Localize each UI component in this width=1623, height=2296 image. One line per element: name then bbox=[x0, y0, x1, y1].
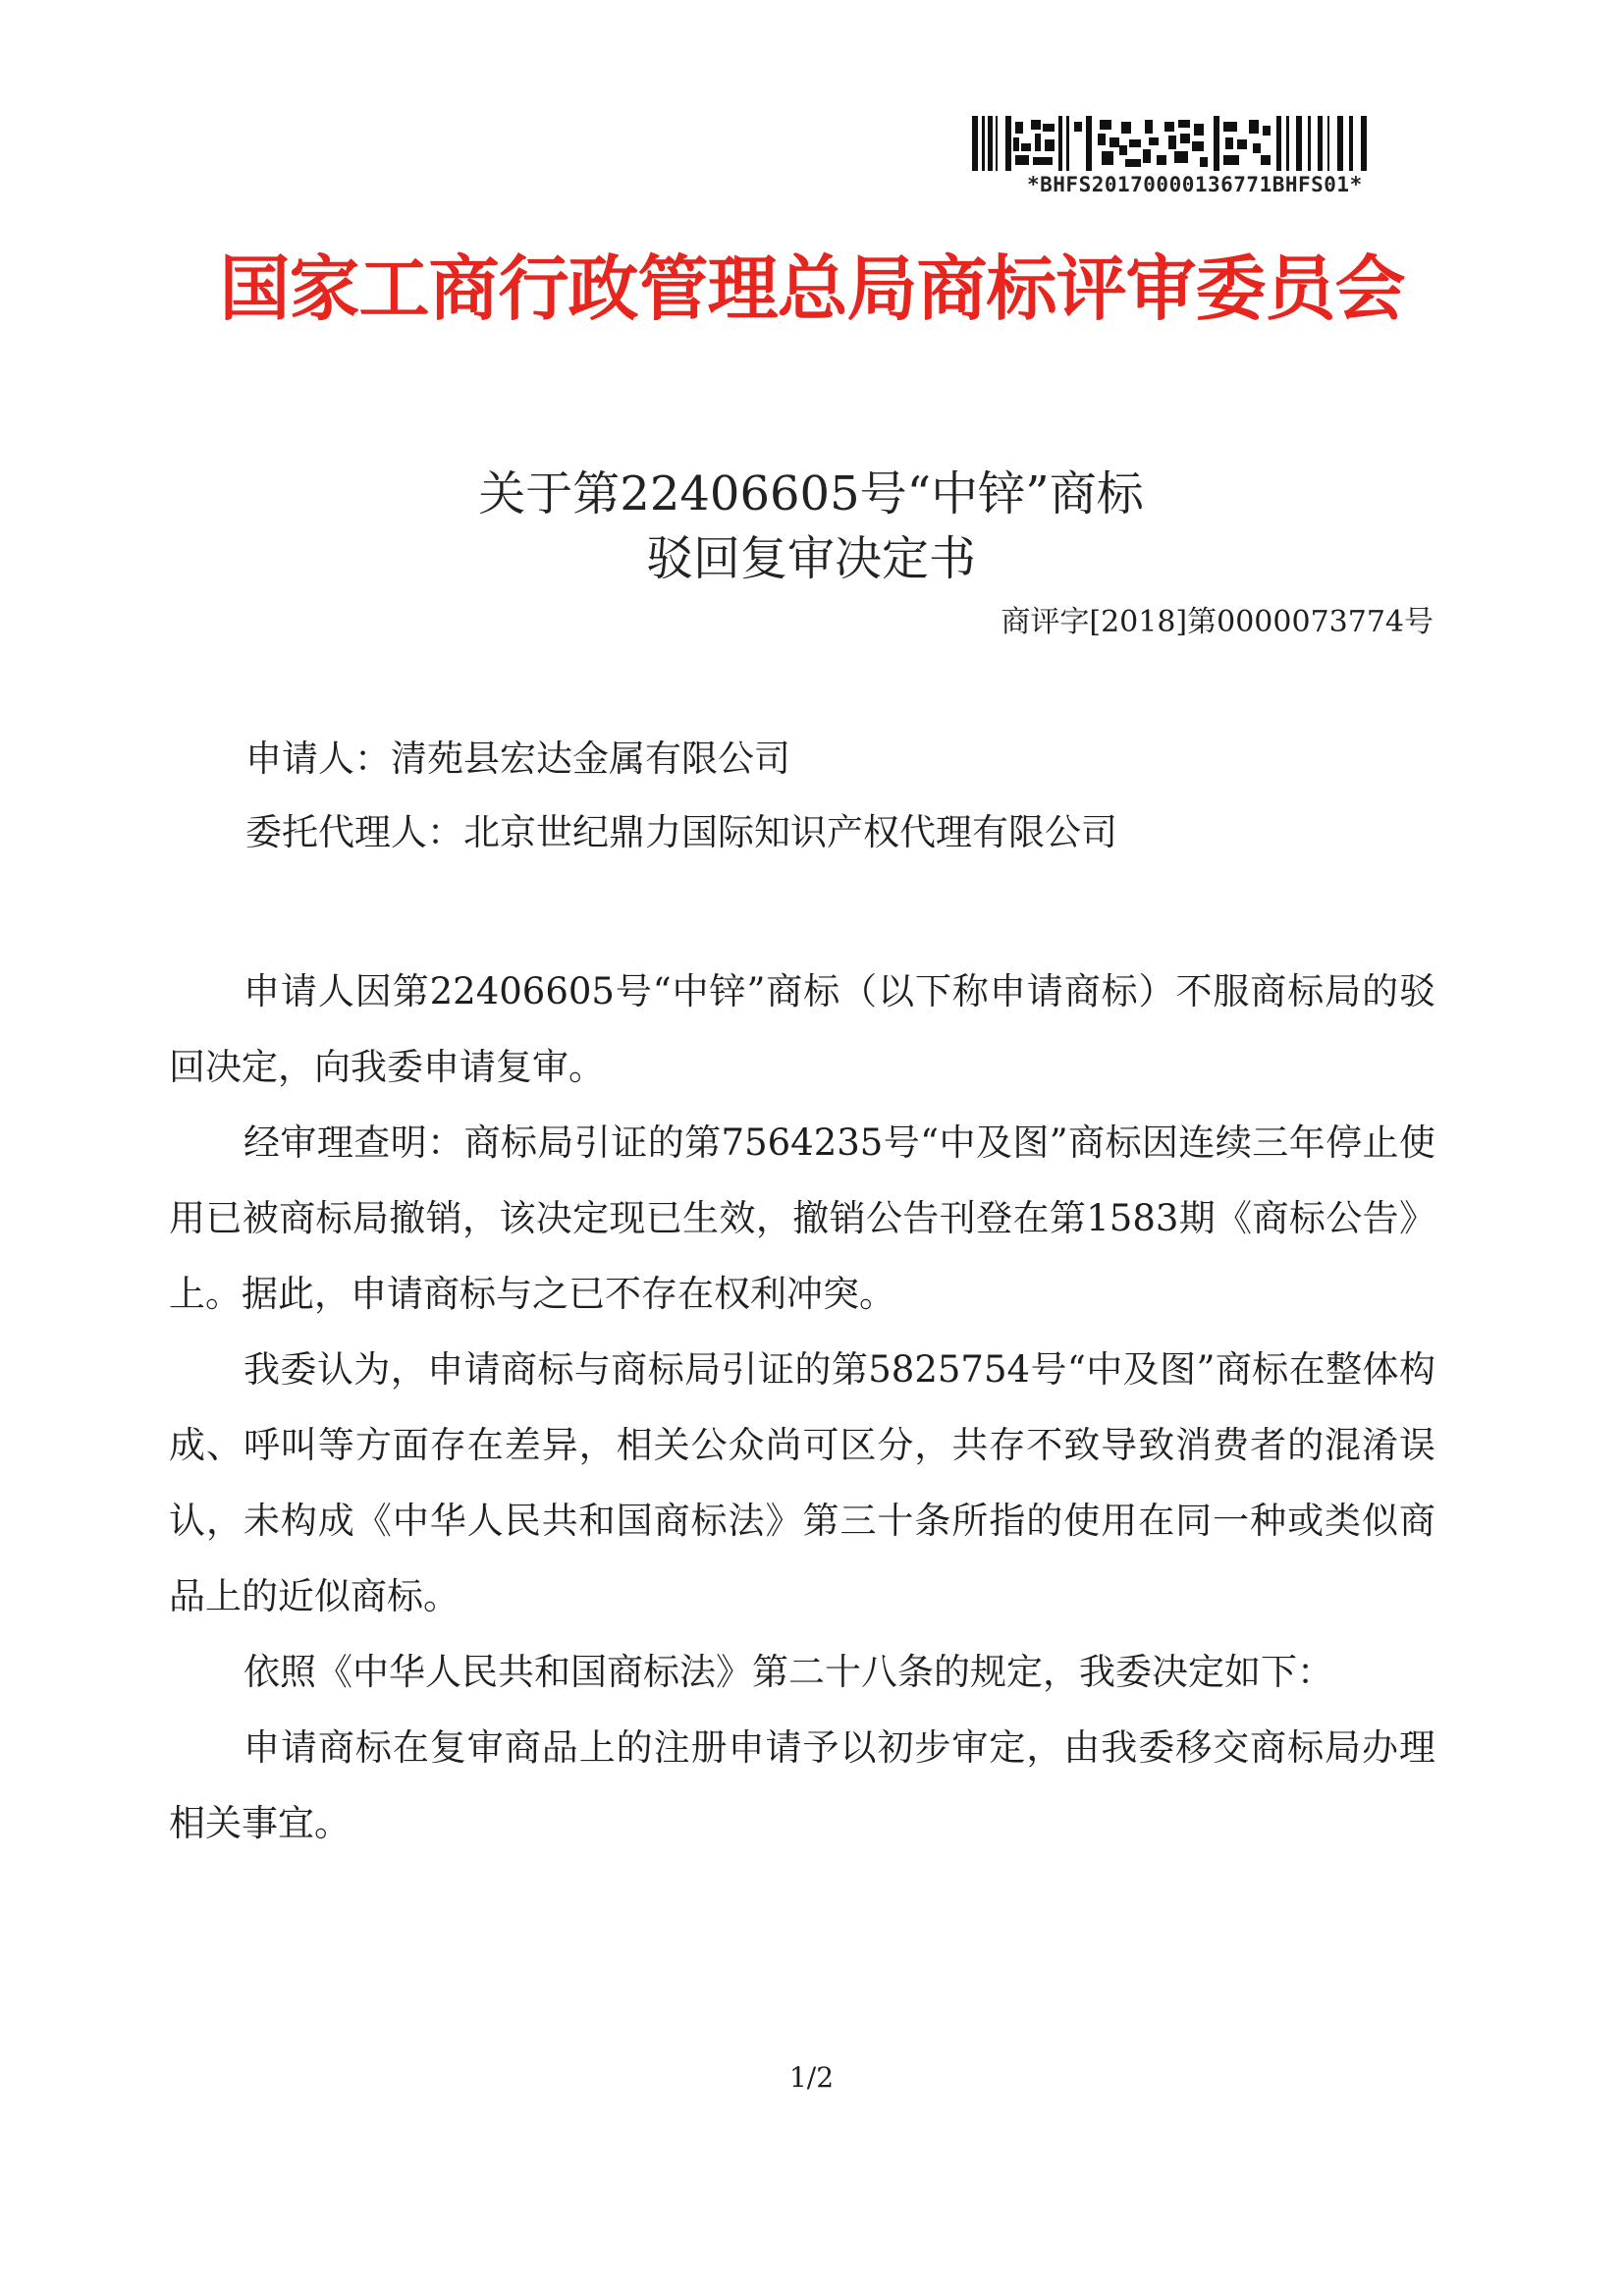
paragraph-background: 申请人因第22406605号“中锌”商标（以下称申请商标）不服商标局的驳回决定，向我委申请复审。 bbox=[169, 970, 1435, 1088]
barcode-number: *BHFS20170000136771BHFS01* bbox=[1027, 173, 1363, 196]
reference-number: 商评字[2018]第0000073774号 bbox=[1001, 605, 1434, 639]
decision-body bbox=[169, 954, 1435, 1861]
paragraph-findings: 经审理查明：商标局引证的第7564235号“中及图”商标因连续三年停止使用已被商标局撤销，该决定现已生效，撤销公告刊登在第1583期《商标公告》上。据此，申请商标与之已不存在权利冲突。 bbox=[169, 1121, 1435, 1315]
paragraph-legal-basis: 依照《中华人民共和国商标法》第二十八条的规定，我委决定如下： bbox=[243, 1651, 1333, 1693]
applicant-line: 申请人：清苑县宏达金属有限公司 bbox=[245, 738, 790, 780]
paragraph-decision: 申请商标在复审商品上的注册申请予以初步审定，由我委移交商标局办理相关事宜。 bbox=[169, 1726, 1435, 1844]
agent-line: 委托代理人：北京世纪鼎力国际知识产权代理有限公司 bbox=[245, 811, 1117, 853]
document-title-line-1: 关于第22406605号“中锌”商标 bbox=[478, 466, 1144, 521]
paragraph-reasoning: 我委认为，申请商标与商标局引证的第5825754号“中及图”商标在整体构成、呼叫等方面存在差异，相关公众尚可区分，共存不致导致消费者的混淆误认，未构成《中华人民共和国商标法》第三十条所指的使用在同一种或类似商品上的近似商标。 bbox=[169, 1348, 1435, 1617]
document-title bbox=[295, 462, 1327, 591]
issuer-heading: 国家工商行政管理总局商标评审委员会 bbox=[219, 247, 1405, 330]
barcode-icon bbox=[972, 116, 1373, 171]
page-number: 1/2 bbox=[788, 2061, 835, 2094]
document-title-line-2: 驳回复审决定书 bbox=[645, 531, 976, 586]
